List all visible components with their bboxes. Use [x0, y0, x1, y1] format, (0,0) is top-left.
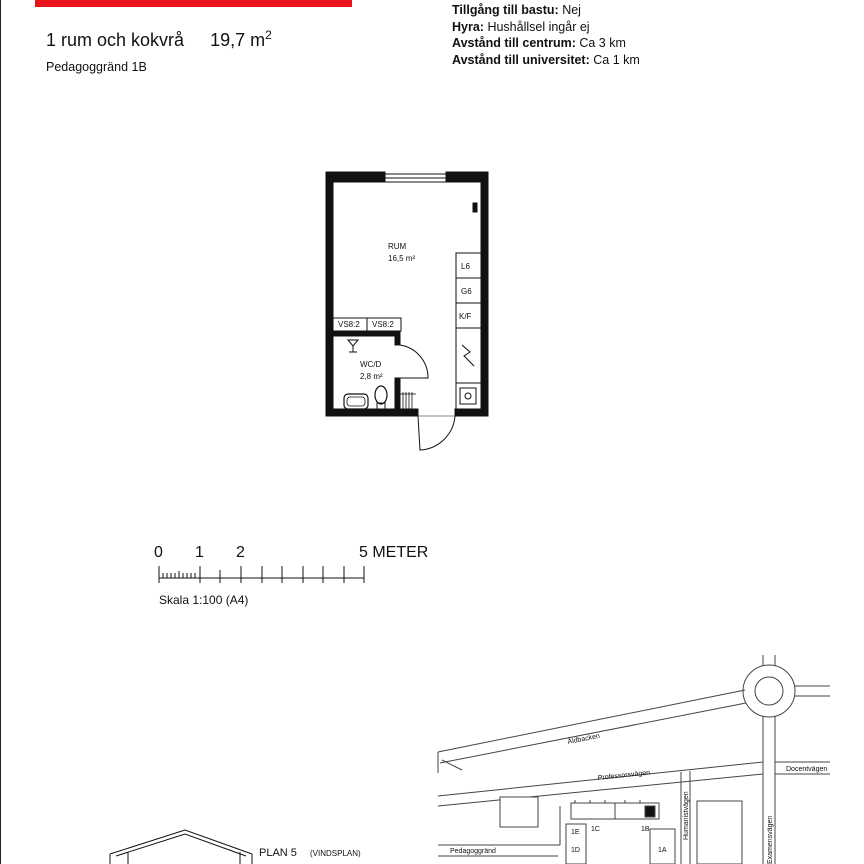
- wc-label: WC/D: [360, 360, 382, 369]
- roundabout-outer: [743, 665, 795, 717]
- kitchenette: [456, 253, 481, 409]
- scale-tick-5: 5 METER: [359, 544, 429, 561]
- plan-label: PLAN 5: [259, 847, 297, 859]
- scale-tick-1: 1: [195, 544, 204, 561]
- apartment-address: Pedagoggränd 1B: [46, 60, 147, 74]
- road-label-examensvagen: Examensvägen: [767, 815, 774, 864]
- kitchen-g6-label: G6: [461, 287, 472, 296]
- roundabout: [755, 677, 783, 705]
- highlight-1b: [645, 806, 655, 817]
- building-label-1d: 1D: [571, 847, 580, 854]
- road-label-humanistvagen: Humanistvägen: [683, 791, 690, 840]
- wc-wall-stub: [395, 331, 400, 345]
- closet-label-1: VS8:2: [338, 320, 360, 329]
- scale-bar: [159, 566, 364, 583]
- fact-sauna: Tillgång till bastu: Nej: [452, 3, 581, 17]
- road-label-professorsvagen: Professorsvägen: [597, 769, 651, 782]
- fact-distance-centre: Avstånd till centrum: Ca 3 km: [452, 36, 626, 50]
- wall-bottom-right: [455, 409, 488, 416]
- entrance-door: [418, 416, 455, 450]
- wc-area: 2,8 m²: [360, 372, 383, 381]
- building-label-1c: 1C: [591, 826, 600, 833]
- wall-right: [481, 172, 488, 416]
- road-label-aldbacken: Åldbacken: [567, 732, 601, 746]
- floor-plan-labels: [338, 242, 472, 381]
- plan-sub-label: (VINDSPLAN): [310, 849, 361, 858]
- scale-tick-2: 2: [236, 544, 245, 561]
- closet-label-2: VS8:2: [372, 320, 394, 329]
- road-label-docentvagen: Docentvägen: [786, 766, 828, 773]
- building-label-1a: 1A: [658, 847, 667, 854]
- apartment-area: 19,7 $m^2$: [210, 28, 272, 50]
- socket-symbol: [473, 203, 477, 212]
- wall-bottom-left: [326, 409, 418, 416]
- sink: [344, 394, 368, 409]
- wall-top-left: [326, 172, 385, 182]
- road-professorsvagen-line: [438, 762, 763, 806]
- kitchen-kf-label: K/F: [459, 312, 472, 321]
- room-label: RUM: [388, 242, 407, 251]
- building-label-1e: 1E: [571, 829, 580, 836]
- scale-tick-0: 0: [154, 544, 163, 561]
- shower-drain: [400, 392, 416, 409]
- room-area: 16,5 m²: [388, 254, 416, 263]
- floor-plan: [326, 172, 488, 450]
- wc-wall-right: [395, 378, 400, 409]
- road-aldbacken-line: [438, 690, 746, 763]
- fact-rent: Hyra: Hushållsel ingår ej: [452, 19, 590, 34]
- site-building-a: [500, 797, 538, 827]
- site-building-b: [697, 801, 742, 864]
- toilet: [375, 386, 387, 404]
- ventilation-symbol: [348, 340, 358, 352]
- road-label-pedagoggrand: Pedagoggränd: [450, 848, 496, 855]
- wc-wall-top: [333, 331, 399, 336]
- window: [385, 174, 446, 182]
- elevation-labels: [259, 847, 361, 859]
- apartment-type: 1 rum och kokvrå: [46, 30, 185, 50]
- building-label-1b: 1B: [641, 826, 650, 833]
- kitchen-l6-label: L6: [461, 262, 470, 271]
- scale-caption: Skala 1:100 (A4): [159, 593, 249, 607]
- building-elevation: [110, 830, 252, 864]
- wc-door: [400, 345, 428, 378]
- wall-left: [326, 172, 333, 416]
- fact-distance-university: Avstånd till universitet: Ca 1 km: [452, 52, 640, 67]
